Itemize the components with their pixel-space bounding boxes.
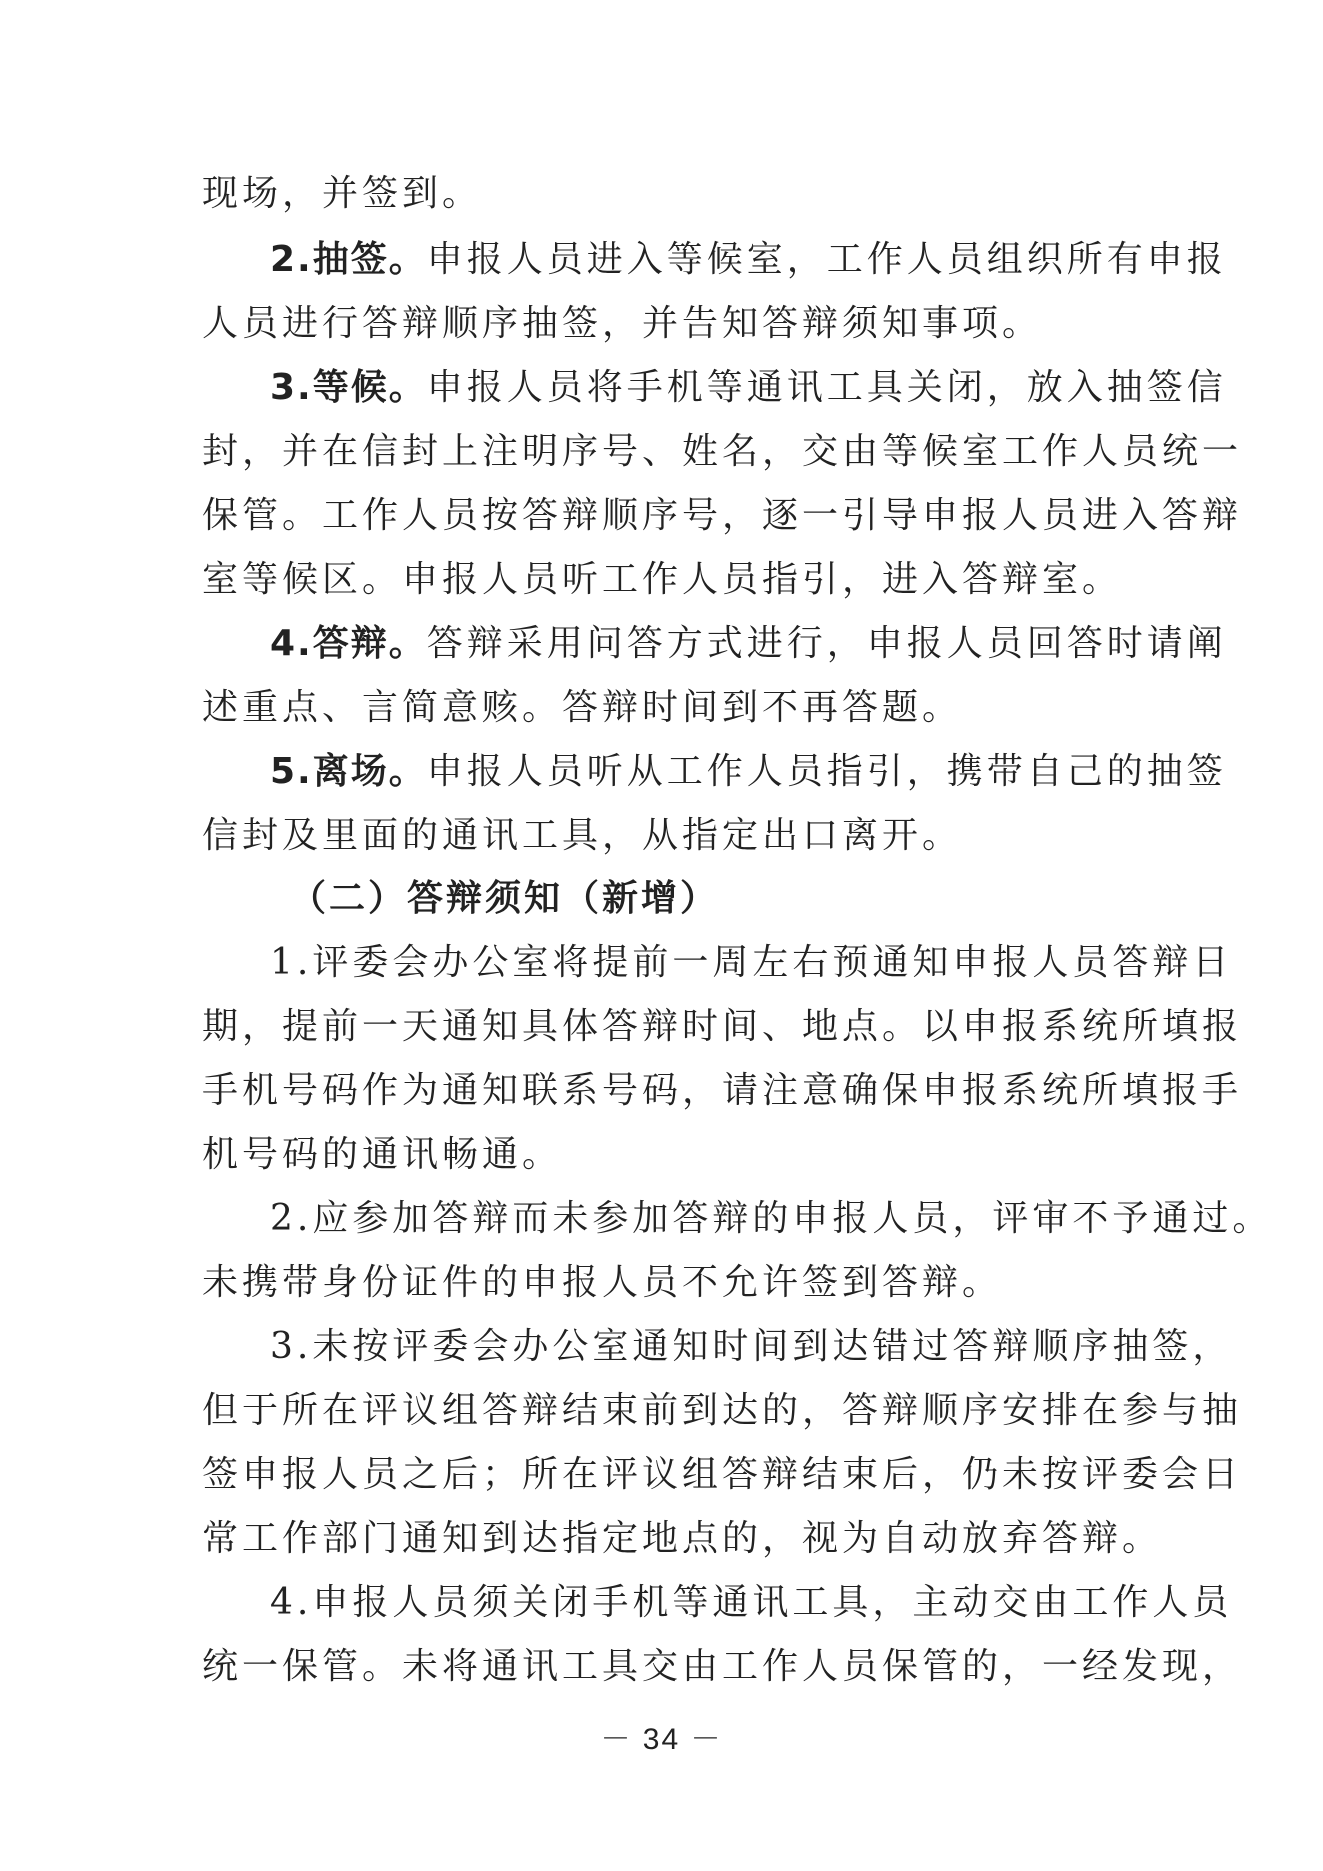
text-line: 手机号码作为通知联系号码，请注意确保申报系统所填报手 xyxy=(202,1070,1243,1111)
text-line xyxy=(270,746,1227,798)
text-line: 保管。工作人员按答辩顺序号，逐一引导申报人员进入答辩 xyxy=(202,495,1243,536)
text-line: 人员进行答辩顺序抽签，并告知答辩须知事项。 xyxy=(202,303,1043,344)
item-heading: 4.答辩。 xyxy=(270,623,427,664)
text-line: 现场，并签到。 xyxy=(202,173,483,214)
item-heading: 3.等候。 xyxy=(270,367,427,408)
text-line: 封，并在信封上注明序号、姓名，交由等候室工作人员统一 xyxy=(202,431,1243,472)
text-line xyxy=(270,234,1227,286)
text-line: 4.申报人员须关闭手机等通讯工具，主动交由工作人员 xyxy=(270,1582,1233,1623)
text-line: 期，提前一天通知具体答辩时间、地点。以申报系统所填报 xyxy=(202,1006,1243,1047)
text-line xyxy=(270,362,1227,414)
text-line: 常工作部门通知到达指定地点的，视为自动放弃答辩。 xyxy=(202,1518,1163,1559)
item-heading: 5.离场。 xyxy=(270,751,427,792)
text-line: 1.评委会办公室将提前一周左右预通知申报人员答辩日 xyxy=(270,942,1233,983)
text-line: 2.应参加答辩而未参加答辩的申报人员，评审不予通过。 xyxy=(270,1198,1273,1239)
item-heading: 2.抽签。 xyxy=(270,239,427,280)
text-line: 述重点、言简意赅。答辩时间到不再答题。 xyxy=(202,687,963,728)
item-text: 申报人员听从工作人员指引，携带自己的抽签 xyxy=(426,751,1227,792)
text-line: 机号码的通讯畅通。 xyxy=(202,1134,563,1175)
item-text: 申报人员进入等候室，工作人员组织所有申报 xyxy=(426,239,1227,280)
page-number: － 34 － xyxy=(600,1723,723,1756)
text-line: 签申报人员之后；所在评议组答辩结束后，仍未按评委会日 xyxy=(202,1454,1243,1495)
text-line xyxy=(270,618,1227,670)
text-line: 但于所在评议组答辩结束前到达的，答辩顺序安排在参与抽 xyxy=(202,1390,1243,1431)
text-line: 统一保管。未将通讯工具交由工作人员保管的，一经发现， xyxy=(202,1646,1243,1687)
item-text: 申报人员将手机等通讯工具关闭，放入抽签信 xyxy=(426,367,1227,408)
text-line: 3.未按评委会办公室通知时间到达错过答辩顺序抽签， xyxy=(270,1326,1233,1367)
text-line: 未携带身份证件的申报人员不允许签到答辩。 xyxy=(202,1262,1003,1303)
section-heading: （二）答辩须知（新增） xyxy=(290,878,720,919)
text-line: 室等候区。申报人员听工作人员指引，进入答辩室。 xyxy=(202,559,1123,600)
text-line: 信封及里面的通讯工具，从指定出口离开。 xyxy=(202,815,963,856)
item-text: 答辩采用问答方式进行，申报人员回答时请阐 xyxy=(426,623,1227,664)
